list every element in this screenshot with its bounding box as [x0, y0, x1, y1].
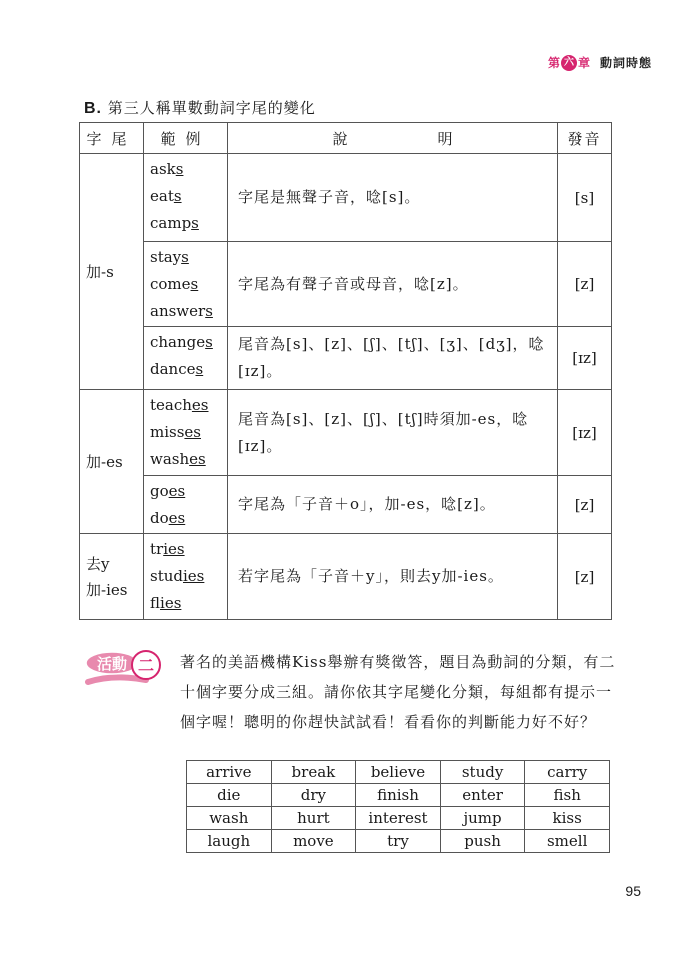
table-row	[80, 390, 612, 476]
word-cell: arrive	[187, 761, 272, 784]
word-cell: kiss	[525, 807, 610, 830]
suffix-line: 加-ies	[86, 580, 128, 599]
word-cell: move	[271, 830, 356, 853]
table-row	[80, 476, 612, 534]
example-word: comes	[150, 275, 199, 293]
suffix-cell: 加-s	[80, 154, 144, 390]
explanation-cell: 尾音為[s]、[z]、[ʃ]、[tʃ]時須加-es，唸[ɪz]。	[228, 390, 558, 476]
word-cell: hurt	[271, 807, 356, 830]
suffix-cell: 加-es	[80, 390, 144, 534]
example-word: tries	[150, 540, 185, 558]
example-word: answers	[150, 302, 213, 320]
explanation-cell: 若字尾為「子音＋y」，則去y加-ies。	[228, 534, 558, 620]
page-number: 95	[625, 883, 641, 899]
table-row	[187, 761, 610, 784]
badge-label: 活動	[96, 655, 128, 673]
pronunciation-cell: [ɪz]	[558, 390, 612, 476]
word-cell: smell	[525, 830, 610, 853]
word-cell: enter	[440, 784, 525, 807]
examples-cell	[144, 534, 228, 620]
word-cell: finish	[356, 784, 441, 807]
word-cell: interest	[356, 807, 441, 830]
explanation-cell: 尾音為[s]、[z]、[ʃ]、[tʃ]、[ʒ]、[dʒ]，唸[ɪz]。	[228, 327, 558, 390]
section-title	[84, 97, 316, 118]
activity-instructions: 著名的美語機構Kiss舉辦有獎徵答，題目為動詞的分類，有二十個字要分成三組。請你依其字尾變化分類，每組都有提示一個字喔！聰明的你趕快試試看！看看你的判斷能力好不好？	[180, 653, 616, 731]
chapter-title: 動詞時態	[599, 56, 652, 70]
table-row	[187, 784, 610, 807]
table-row	[80, 327, 612, 390]
word-cell: break	[271, 761, 356, 784]
suffix-line: 去y	[86, 554, 110, 573]
examples-cell	[144, 154, 228, 242]
example-word: studies	[150, 567, 205, 585]
example-word: dances	[150, 360, 204, 378]
example-word: stays	[150, 248, 189, 266]
word-cell: jump	[440, 807, 525, 830]
example-word: does	[150, 509, 186, 527]
word-cell: study	[440, 761, 525, 784]
chapter-number-badge: 六	[561, 55, 577, 71]
header-suffix: 字尾	[80, 123, 144, 154]
pronunciation-cell: [z]	[558, 476, 612, 534]
word-cell: try	[356, 830, 441, 853]
pronunciation-cell: [z]	[558, 534, 612, 620]
table-row	[80, 242, 612, 327]
suffix-rules-table	[79, 122, 612, 620]
example-word: changes	[150, 333, 213, 351]
pronunciation-cell: [z]	[558, 242, 612, 327]
chapter-suffix: 章	[577, 56, 590, 70]
table-row	[80, 154, 612, 242]
example-word: teaches	[150, 396, 209, 414]
explanation-cell: 字尾為有聲子音或母音，唸[z]。	[228, 242, 558, 327]
examples-cell	[144, 242, 228, 327]
example-word: eats	[150, 187, 182, 205]
badge-swoosh	[88, 677, 146, 682]
table-row	[187, 830, 610, 853]
pronunciation-cell: [ɪz]	[558, 327, 612, 390]
word-cell: dry	[271, 784, 356, 807]
pronunciation-cell: [s]	[558, 154, 612, 242]
word-cell: push	[440, 830, 525, 853]
word-cell: wash	[187, 807, 272, 830]
word-list-table	[186, 760, 610, 853]
word-cell: believe	[356, 761, 441, 784]
examples-cell	[144, 327, 228, 390]
example-word: flies	[150, 594, 182, 612]
table-header-row	[80, 123, 612, 154]
explanation-cell: 字尾是無聲子音，唸[s]。	[228, 154, 558, 242]
word-cell: fish	[525, 784, 610, 807]
table-row	[187, 807, 610, 830]
word-cell: laugh	[187, 830, 272, 853]
example-word: washes	[150, 450, 206, 468]
chapter-prefix: 第	[547, 56, 560, 70]
explanation-cell: 字尾為「子音＋o」，加-es，唸[z]。	[228, 476, 558, 534]
header-explanation: 說 明	[228, 123, 558, 154]
table-row	[80, 534, 612, 620]
examples-cell	[144, 390, 228, 476]
header-examples: 範例	[144, 123, 228, 154]
header-pronunciation: 發音	[558, 123, 612, 154]
examples-cell	[144, 476, 228, 534]
example-word: goes	[150, 482, 186, 500]
suffix-cell	[80, 534, 144, 620]
section-letter: B.	[84, 100, 102, 117]
chapter-header	[548, 54, 652, 71]
word-cell: carry	[525, 761, 610, 784]
section-title-text: 第三人稱單數動詞字尾的變化	[107, 99, 316, 117]
activity-badge	[84, 648, 164, 688]
example-word: asks	[150, 160, 184, 178]
badge-number: 二	[137, 656, 155, 675]
word-cell: die	[187, 784, 272, 807]
example-word: misses	[150, 423, 201, 441]
example-word: camps	[150, 214, 199, 232]
